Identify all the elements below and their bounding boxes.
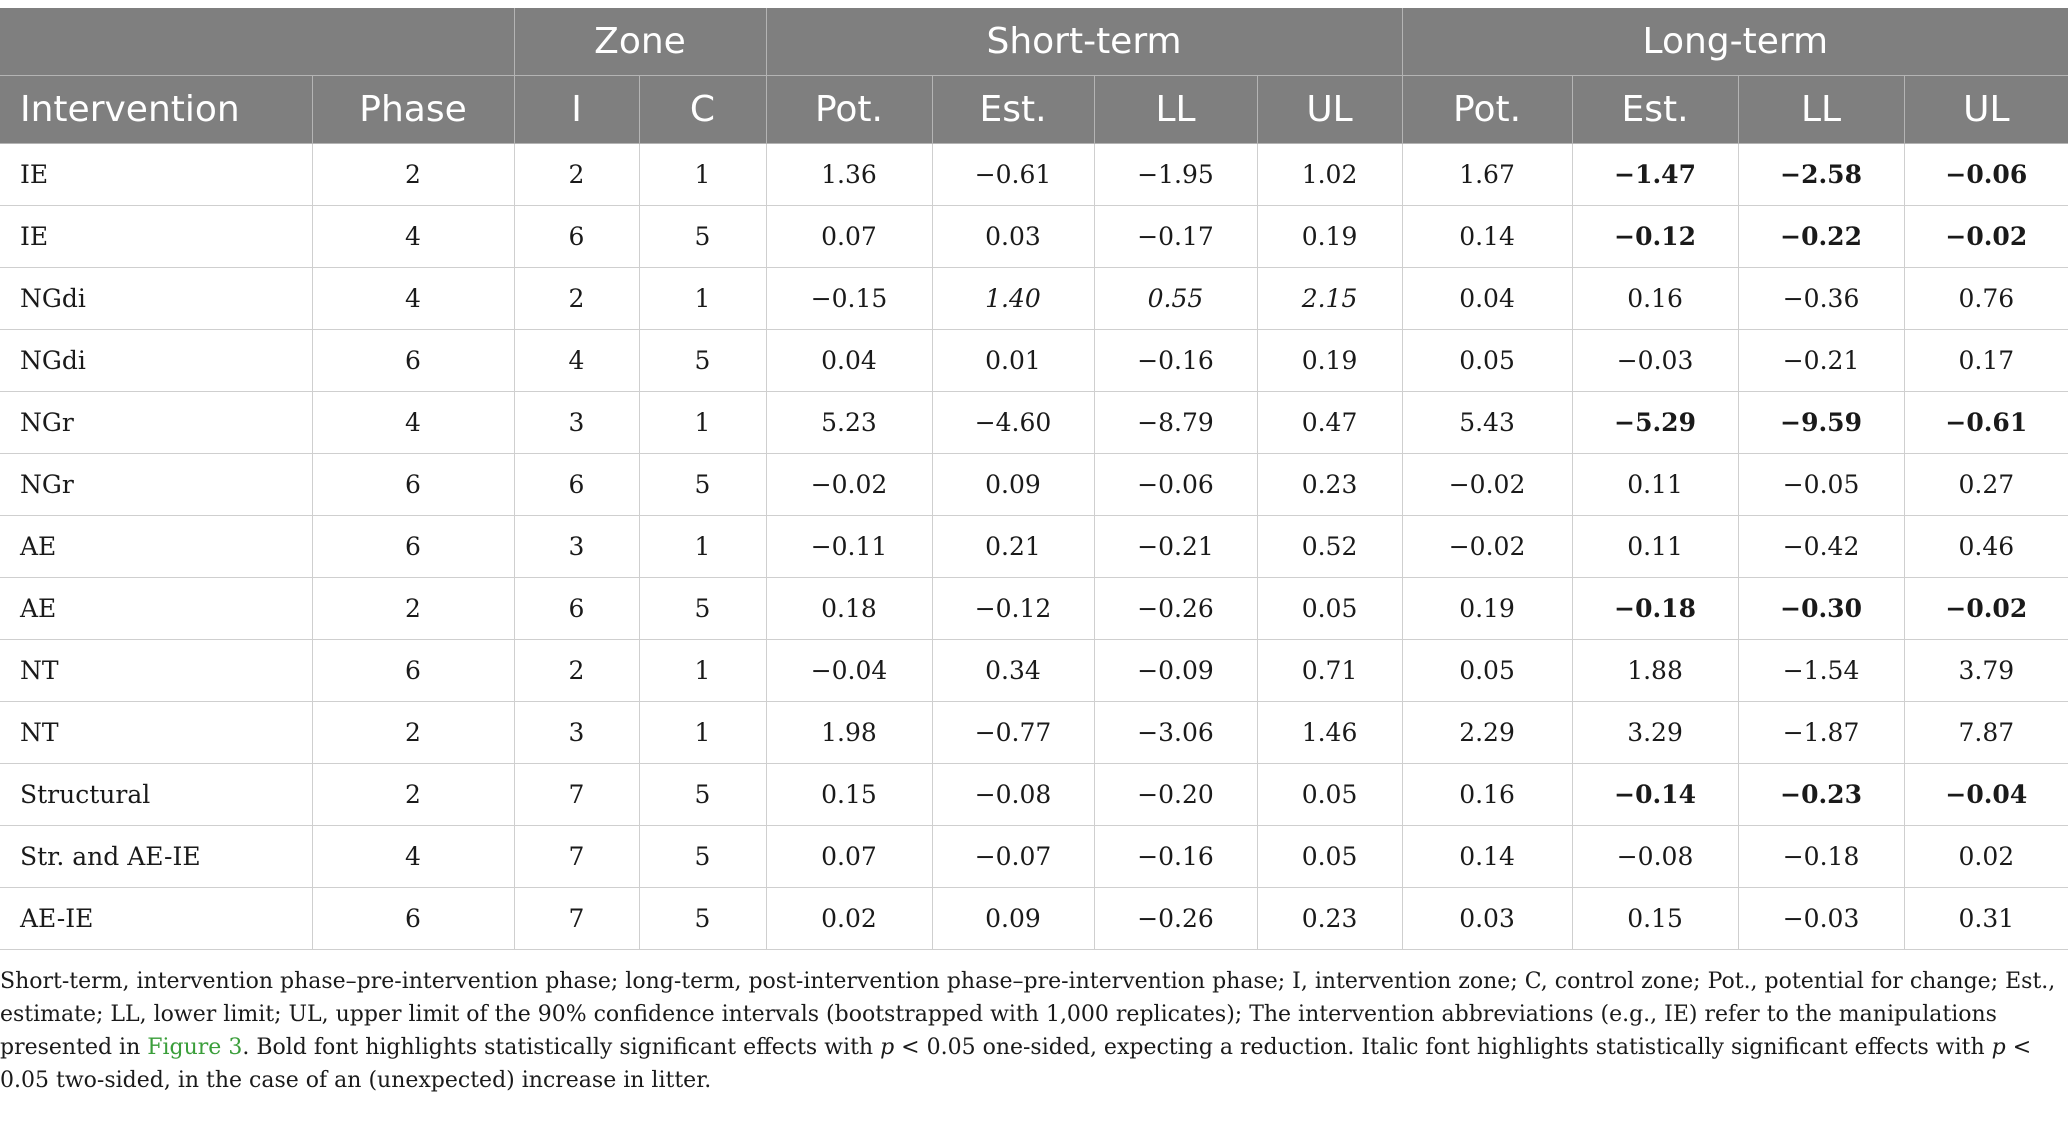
cell-long-pot: −0.02 bbox=[1402, 454, 1572, 516]
header-group-long-term: Long-term bbox=[1402, 8, 2068, 76]
col-header-phase: Phase bbox=[312, 76, 514, 144]
cell-intervention: NT bbox=[0, 702, 312, 764]
header-group-zone: Zone bbox=[514, 8, 766, 76]
cell-c-zone: 1 bbox=[639, 640, 766, 702]
cell-long-ul: −0.61 bbox=[1904, 392, 2068, 454]
col-header-short-ul: UL bbox=[1257, 76, 1402, 144]
cell-long-est: −5.29 bbox=[1572, 392, 1738, 454]
col-header-control-zone: C bbox=[639, 76, 766, 144]
col-header-short-ll: LL bbox=[1094, 76, 1257, 144]
table-body bbox=[0, 144, 2068, 950]
cell-i-zone: 7 bbox=[514, 888, 639, 950]
cell-long-pot: 0.14 bbox=[1402, 206, 1572, 268]
cell-long-ll: −0.22 bbox=[1738, 206, 1904, 268]
cell-i-zone: 4 bbox=[514, 330, 639, 392]
cell-i-zone: 3 bbox=[514, 516, 639, 578]
cell-c-zone: 1 bbox=[639, 268, 766, 330]
header-group-empty bbox=[0, 8, 514, 76]
cell-long-ll: −0.30 bbox=[1738, 578, 1904, 640]
cell-long-est: −0.03 bbox=[1572, 330, 1738, 392]
cell-intervention: AE bbox=[0, 578, 312, 640]
cell-long-pot: 2.29 bbox=[1402, 702, 1572, 764]
cell-phase: 6 bbox=[312, 516, 514, 578]
table-row bbox=[0, 578, 2068, 640]
cell-long-pot: 0.05 bbox=[1402, 640, 1572, 702]
cell-long-ul: 0.17 bbox=[1904, 330, 2068, 392]
table-row bbox=[0, 268, 2068, 330]
figure-3-link[interactable]: Figure 3 bbox=[147, 1035, 243, 1060]
cell-long-pot: 0.04 bbox=[1402, 268, 1572, 330]
cell-short-ul: 0.05 bbox=[1257, 764, 1402, 826]
table-row bbox=[0, 888, 2068, 950]
col-header-short-est: Est. bbox=[932, 76, 1094, 144]
cell-short-pot: 1.36 bbox=[766, 144, 932, 206]
cell-short-ul: 2.15 bbox=[1257, 268, 1402, 330]
cell-short-ul: 0.52 bbox=[1257, 516, 1402, 578]
table-row bbox=[0, 206, 2068, 268]
cell-c-zone: 1 bbox=[639, 392, 766, 454]
cell-short-est: −0.12 bbox=[932, 578, 1094, 640]
cell-long-est: 0.11 bbox=[1572, 516, 1738, 578]
cell-i-zone: 3 bbox=[514, 392, 639, 454]
cell-short-pot: 0.18 bbox=[766, 578, 932, 640]
cell-short-ul: 0.71 bbox=[1257, 640, 1402, 702]
cell-i-zone: 6 bbox=[514, 454, 639, 516]
cell-long-ll: −0.05 bbox=[1738, 454, 1904, 516]
cell-long-ll: −0.23 bbox=[1738, 764, 1904, 826]
cell-short-pot: −0.15 bbox=[766, 268, 932, 330]
cell-long-est: −0.12 bbox=[1572, 206, 1738, 268]
cell-long-ll: −1.54 bbox=[1738, 640, 1904, 702]
cell-long-pot: 0.03 bbox=[1402, 888, 1572, 950]
cell-long-pot: 5.43 bbox=[1402, 392, 1572, 454]
table-row bbox=[0, 454, 2068, 516]
cell-intervention: NGr bbox=[0, 454, 312, 516]
cell-short-pot: −0.02 bbox=[766, 454, 932, 516]
cell-long-ll: −9.59 bbox=[1738, 392, 1904, 454]
cell-c-zone: 1 bbox=[639, 516, 766, 578]
col-header-intervention: Intervention bbox=[0, 76, 312, 144]
cell-long-est: 1.88 bbox=[1572, 640, 1738, 702]
cell-phase: 6 bbox=[312, 640, 514, 702]
col-header-long-est: Est. bbox=[1572, 76, 1738, 144]
cell-phase: 2 bbox=[312, 764, 514, 826]
results-table-container bbox=[0, 8, 2068, 950]
cell-long-pot: 0.19 bbox=[1402, 578, 1572, 640]
col-header-long-ul: UL bbox=[1904, 76, 2068, 144]
cell-short-ul: 0.47 bbox=[1257, 392, 1402, 454]
cell-intervention: IE bbox=[0, 206, 312, 268]
cell-short-pot: −0.11 bbox=[766, 516, 932, 578]
cell-short-pot: 0.07 bbox=[766, 206, 932, 268]
cell-short-pot: 0.04 bbox=[766, 330, 932, 392]
cell-intervention: AE bbox=[0, 516, 312, 578]
cell-long-pot: 0.14 bbox=[1402, 826, 1572, 888]
cell-short-ll: −8.79 bbox=[1094, 392, 1257, 454]
cell-phase: 2 bbox=[312, 702, 514, 764]
cell-short-est: 0.21 bbox=[932, 516, 1094, 578]
footnote-text-3: < 0.05 one-sided, expecting a reduction. Italic font highlights statistically significant effects with bbox=[894, 1035, 1992, 1060]
cell-short-ul: 0.05 bbox=[1257, 578, 1402, 640]
cell-phase: 6 bbox=[312, 454, 514, 516]
cell-long-est: −0.08 bbox=[1572, 826, 1738, 888]
cell-long-ll: −2.58 bbox=[1738, 144, 1904, 206]
cell-long-ul: 3.79 bbox=[1904, 640, 2068, 702]
cell-long-ll: −0.21 bbox=[1738, 330, 1904, 392]
table-row bbox=[0, 764, 2068, 826]
cell-i-zone: 7 bbox=[514, 764, 639, 826]
cell-long-est: 3.29 bbox=[1572, 702, 1738, 764]
cell-long-est: 0.15 bbox=[1572, 888, 1738, 950]
cell-c-zone: 5 bbox=[639, 764, 766, 826]
cell-c-zone: 5 bbox=[639, 330, 766, 392]
cell-intervention: NGdi bbox=[0, 330, 312, 392]
cell-c-zone: 1 bbox=[639, 702, 766, 764]
footnote-text-2: . Bold font highlights statistically significant effects with bbox=[242, 1035, 881, 1060]
cell-intervention: NGdi bbox=[0, 268, 312, 330]
cell-short-est: −0.77 bbox=[932, 702, 1094, 764]
cell-long-pot: 0.05 bbox=[1402, 330, 1572, 392]
cell-short-ll: −0.20 bbox=[1094, 764, 1257, 826]
cell-long-ll: −0.36 bbox=[1738, 268, 1904, 330]
table-row bbox=[0, 826, 2068, 888]
cell-short-ul: 0.19 bbox=[1257, 330, 1402, 392]
footnote-text-4: < 0.05 two-sided, in the case of an (unexpected) increase in litter. bbox=[0, 1035, 2032, 1093]
cell-i-zone: 6 bbox=[514, 578, 639, 640]
cell-phase: 6 bbox=[312, 330, 514, 392]
cell-short-pot: −0.04 bbox=[766, 640, 932, 702]
cell-phase: 4 bbox=[312, 268, 514, 330]
cell-c-zone: 5 bbox=[639, 826, 766, 888]
cell-short-est: 0.01 bbox=[932, 330, 1094, 392]
cell-short-ll: −0.16 bbox=[1094, 826, 1257, 888]
cell-long-pot: 1.67 bbox=[1402, 144, 1572, 206]
cell-short-ll: −0.26 bbox=[1094, 578, 1257, 640]
cell-c-zone: 5 bbox=[639, 888, 766, 950]
cell-c-zone: 1 bbox=[639, 144, 766, 206]
cell-long-ul: 0.31 bbox=[1904, 888, 2068, 950]
cell-long-est: −0.18 bbox=[1572, 578, 1738, 640]
cell-short-ll: −1.95 bbox=[1094, 144, 1257, 206]
cell-short-ul: 0.23 bbox=[1257, 454, 1402, 516]
cell-short-ll: −0.16 bbox=[1094, 330, 1257, 392]
footnote-p-symbol-2: p bbox=[1991, 1035, 2006, 1060]
cell-long-ll: −1.87 bbox=[1738, 702, 1904, 764]
cell-i-zone: 7 bbox=[514, 826, 639, 888]
table-footnote bbox=[0, 965, 2060, 1097]
cell-long-est: 0.16 bbox=[1572, 268, 1738, 330]
cell-short-est: 1.40 bbox=[932, 268, 1094, 330]
cell-long-pot: −0.02 bbox=[1402, 516, 1572, 578]
table-row bbox=[0, 330, 2068, 392]
cell-short-ll: −0.21 bbox=[1094, 516, 1257, 578]
table-row bbox=[0, 640, 2068, 702]
cell-short-est: 0.03 bbox=[932, 206, 1094, 268]
cell-long-est: −1.47 bbox=[1572, 144, 1738, 206]
table-row bbox=[0, 144, 2068, 206]
cell-long-est: −0.14 bbox=[1572, 764, 1738, 826]
cell-long-pot: 0.16 bbox=[1402, 764, 1572, 826]
cell-short-pot: 5.23 bbox=[766, 392, 932, 454]
cell-i-zone: 2 bbox=[514, 268, 639, 330]
cell-short-pot: 0.07 bbox=[766, 826, 932, 888]
cell-short-ul: 0.19 bbox=[1257, 206, 1402, 268]
cell-short-est: 0.09 bbox=[932, 454, 1094, 516]
cell-i-zone: 2 bbox=[514, 640, 639, 702]
cell-intervention: AE-IE bbox=[0, 888, 312, 950]
cell-intervention: Structural bbox=[0, 764, 312, 826]
col-header-intervention-zone: I bbox=[514, 76, 639, 144]
cell-intervention: NGr bbox=[0, 392, 312, 454]
cell-long-est: 0.11 bbox=[1572, 454, 1738, 516]
cell-i-zone: 2 bbox=[514, 144, 639, 206]
footnote-p-symbol-1: p bbox=[880, 1035, 895, 1060]
cell-short-ll: −0.09 bbox=[1094, 640, 1257, 702]
cell-short-ul: 0.23 bbox=[1257, 888, 1402, 950]
column-header-row bbox=[0, 76, 2068, 144]
cell-short-ul: 1.02 bbox=[1257, 144, 1402, 206]
header-group-row bbox=[0, 8, 2068, 76]
cell-i-zone: 3 bbox=[514, 702, 639, 764]
cell-phase: 2 bbox=[312, 144, 514, 206]
footnote-text-1: Short-term, intervention phase–pre-intervention phase; long-term, post-intervention phase–pre-intervention phase; I, intervention zone; C, control zone; Pot., potential for change; Est., estimate; LL, lower limit; UL, upper limit of the 90% confidence intervals (bootstrapped with 1,000 replicates); The intervention abbreviations (e.g., IE) refer to the manipulations presented in bbox=[0, 969, 2056, 1060]
cell-phase: 4 bbox=[312, 206, 514, 268]
cell-intervention: IE bbox=[0, 144, 312, 206]
cell-short-ul: 1.46 bbox=[1257, 702, 1402, 764]
cell-phase: 2 bbox=[312, 578, 514, 640]
cell-short-pot: 1.98 bbox=[766, 702, 932, 764]
cell-short-ll: −0.17 bbox=[1094, 206, 1257, 268]
cell-long-ul: 7.87 bbox=[1904, 702, 2068, 764]
col-header-long-pot: Pot. bbox=[1402, 76, 1572, 144]
cell-intervention: Str. and AE-IE bbox=[0, 826, 312, 888]
cell-short-ll: −0.26 bbox=[1094, 888, 1257, 950]
col-header-short-pot: Pot. bbox=[766, 76, 932, 144]
cell-short-est: −4.60 bbox=[932, 392, 1094, 454]
cell-c-zone: 5 bbox=[639, 578, 766, 640]
table-row bbox=[0, 392, 2068, 454]
col-header-long-ll: LL bbox=[1738, 76, 1904, 144]
results-table bbox=[0, 8, 2068, 950]
cell-long-ul: 0.27 bbox=[1904, 454, 2068, 516]
cell-short-est: 0.09 bbox=[932, 888, 1094, 950]
cell-short-ll: −0.06 bbox=[1094, 454, 1257, 516]
cell-short-pot: 0.15 bbox=[766, 764, 932, 826]
cell-short-ll: 0.55 bbox=[1094, 268, 1257, 330]
cell-short-est: 0.34 bbox=[932, 640, 1094, 702]
cell-short-ul: 0.05 bbox=[1257, 826, 1402, 888]
cell-phase: 4 bbox=[312, 392, 514, 454]
cell-c-zone: 5 bbox=[639, 454, 766, 516]
cell-short-pot: 0.02 bbox=[766, 888, 932, 950]
cell-long-ul: −0.06 bbox=[1904, 144, 2068, 206]
cell-c-zone: 5 bbox=[639, 206, 766, 268]
cell-phase: 4 bbox=[312, 826, 514, 888]
cell-long-ul: 0.76 bbox=[1904, 268, 2068, 330]
cell-short-ll: −3.06 bbox=[1094, 702, 1257, 764]
cell-long-ll: −0.42 bbox=[1738, 516, 1904, 578]
cell-long-ul: 0.02 bbox=[1904, 826, 2068, 888]
cell-short-est: −0.08 bbox=[932, 764, 1094, 826]
cell-long-ul: 0.46 bbox=[1904, 516, 2068, 578]
header-group-short-term: Short-term bbox=[766, 8, 1402, 76]
cell-i-zone: 6 bbox=[514, 206, 639, 268]
cell-short-est: −0.61 bbox=[932, 144, 1094, 206]
cell-long-ul: −0.02 bbox=[1904, 578, 2068, 640]
cell-long-ul: −0.04 bbox=[1904, 764, 2068, 826]
cell-intervention: NT bbox=[0, 640, 312, 702]
table-row bbox=[0, 516, 2068, 578]
cell-long-ll: −0.03 bbox=[1738, 888, 1904, 950]
cell-long-ul: −0.02 bbox=[1904, 206, 2068, 268]
cell-long-ll: −0.18 bbox=[1738, 826, 1904, 888]
cell-short-est: −0.07 bbox=[932, 826, 1094, 888]
cell-phase: 6 bbox=[312, 888, 514, 950]
table-row bbox=[0, 702, 2068, 764]
